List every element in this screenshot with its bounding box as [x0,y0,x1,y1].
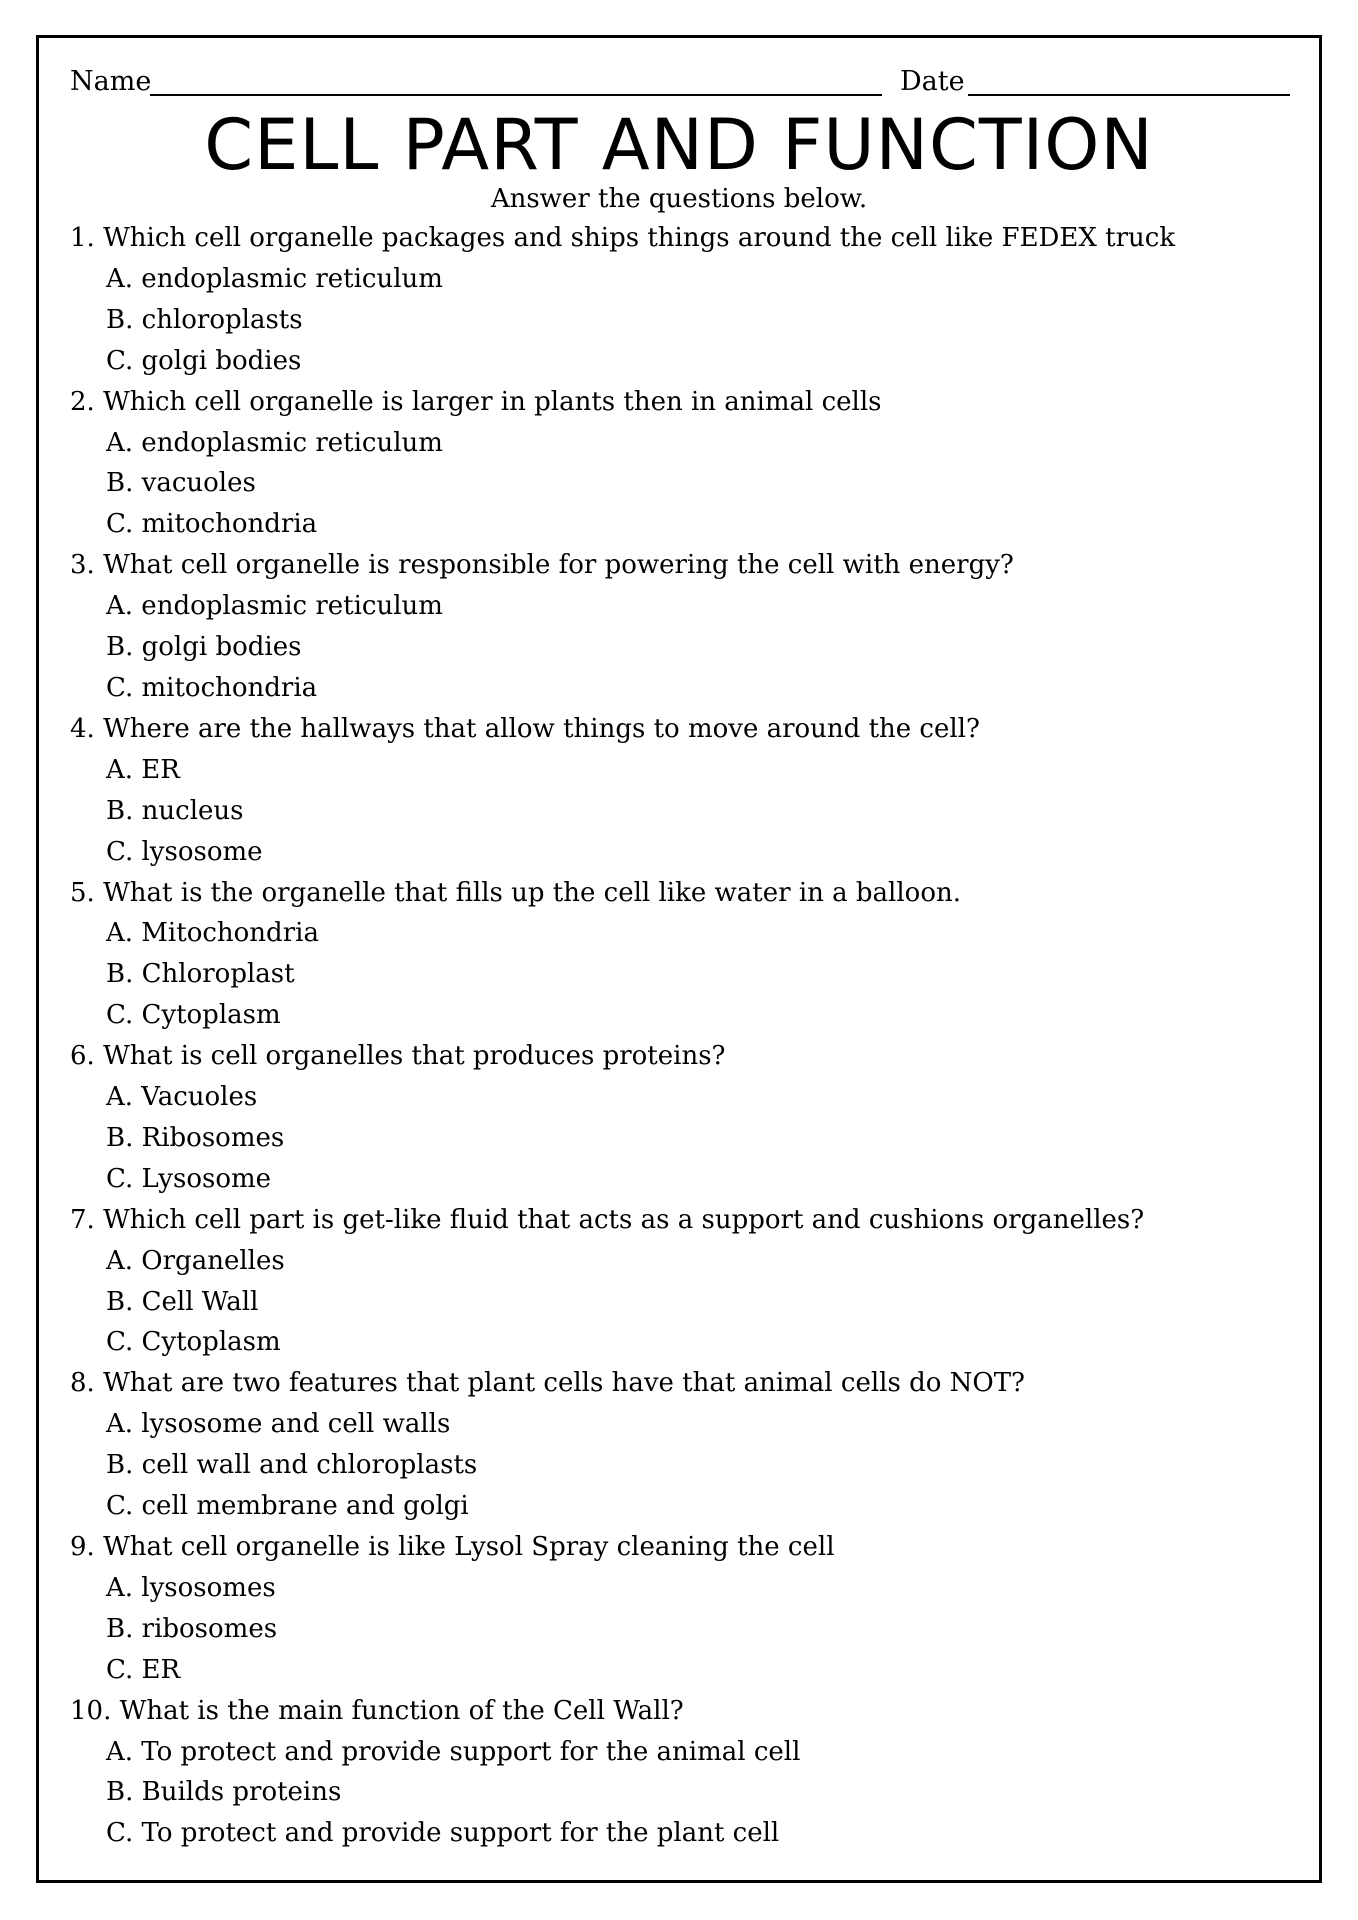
question-1 [70,218,1300,382]
answer-option-b[interactable]: B. Ribosomes [106,1122,285,1153]
answer-option-b[interactable]: B. cell wall and chloroplasts [106,1450,478,1481]
answer-options [70,1568,1300,1691]
answer-option-b[interactable]: B. Cell Wall [106,1286,259,1317]
question-8 [70,1363,1300,1527]
answer-option-b[interactable]: B. ribosomes [106,1613,278,1644]
answer-option-c[interactable]: C. golgi bodies [106,345,302,376]
question-4 [70,709,1300,873]
answer-option-c[interactable]: C. Cytoplasm [106,1000,281,1031]
answer-option-c[interactable]: C. Cytoplasm [106,1327,281,1358]
answer-options [70,750,1300,873]
answer-option-a[interactable]: A. endoplasmic reticulum [106,427,443,458]
question-text: 1. Which cell organelle packages and ships things around the cell like FEDEX truck [70,223,1176,253]
header-fields [70,62,1290,102]
answer-options [70,1241,1300,1364]
question-9 [70,1527,1300,1691]
page-title: CELL PART AND FUNCTION [204,104,1154,186]
question-text: 9. What cell organelle is like Lysol Spray cleaning the cell [70,1532,835,1562]
answer-option-c[interactable]: C. cell membrane and golgi [106,1491,469,1522]
answer-option-b[interactable]: B. Builds proteins [106,1777,342,1808]
answer-option-c[interactable]: C. To protect and provide support for the plant cell [106,1818,780,1849]
name-field[interactable] [150,94,882,96]
name-label: Name [70,66,152,97]
question-10 [70,1691,1300,1855]
instructions: Answer the questions below. [490,184,868,214]
answer-option-c[interactable]: C. ER [106,1654,181,1685]
answer-option-b[interactable]: B. Chloroplast [106,959,295,990]
answer-options [70,586,1300,709]
question-text: 2. Which cell organelle is larger in plants then in animal cells [70,386,882,417]
date-label: Date [900,66,965,97]
answer-option-b[interactable]: B. nucleus [106,795,244,826]
question-text: 3. What cell organelle is responsible for powering the cell with energy? [70,550,1014,581]
answer-options [70,1732,1300,1855]
answer-option-a[interactable]: A. lysosome and cell walls [106,1409,451,1440]
answer-option-a[interactable]: A. endoplasmic reticulum [106,263,443,294]
question-6 [70,1036,1300,1200]
question-text: 7. Which cell part is get-like fluid that acts as a support and cushions organelles? [70,1204,1145,1235]
question-3 [70,545,1300,709]
answer-option-a[interactable]: A. Vacuoles [106,1082,258,1113]
answer-option-a[interactable]: A. endoplasmic reticulum [106,591,443,622]
answer-option-c[interactable]: C. mitochondria [106,509,318,540]
answer-options [70,1077,1300,1200]
answer-option-c[interactable]: C. lysosome [106,836,263,867]
answer-option-c[interactable]: C. mitochondria [106,672,318,703]
question-text: 6. What is cell organelles that produces proteins? [70,1041,726,1072]
question-text: 10. What is the main function of the Cell Wall? [70,1695,684,1726]
answer-option-a[interactable]: A. Organelles [106,1245,285,1276]
answer-option-a[interactable]: A. ER [106,754,180,785]
answer-option-a[interactable]: A. lysosomes [106,1572,276,1603]
question-5 [70,873,1300,1037]
answer-options [70,913,1300,1036]
answer-option-a[interactable]: A. Mitochondria [106,918,319,949]
answer-option-a[interactable]: A. To protect and provide support for the animal cell [106,1736,801,1767]
question-text: 5. What is the organelle that fills up the cell like water in a balloon. [70,877,961,908]
question-text: 4. Where are the hallways that allow things to move around the cell? [70,713,980,744]
answer-options [70,423,1300,546]
answer-option-c[interactable]: C. Lysosome [106,1163,272,1194]
answer-options [70,1404,1300,1527]
answer-option-b[interactable]: B. vacuoles [106,468,256,499]
answer-option-b[interactable]: B. chloroplasts [106,304,303,335]
question-2 [70,382,1300,546]
date-field[interactable] [968,94,1290,96]
question-7 [70,1200,1300,1364]
answer-options [70,259,1300,382]
question-text: 8. What are two features that plant cells have that animal cells do NOT? [70,1368,1025,1399]
answer-option-b[interactable]: B. golgi bodies [106,632,302,663]
question-list [70,218,1300,1854]
